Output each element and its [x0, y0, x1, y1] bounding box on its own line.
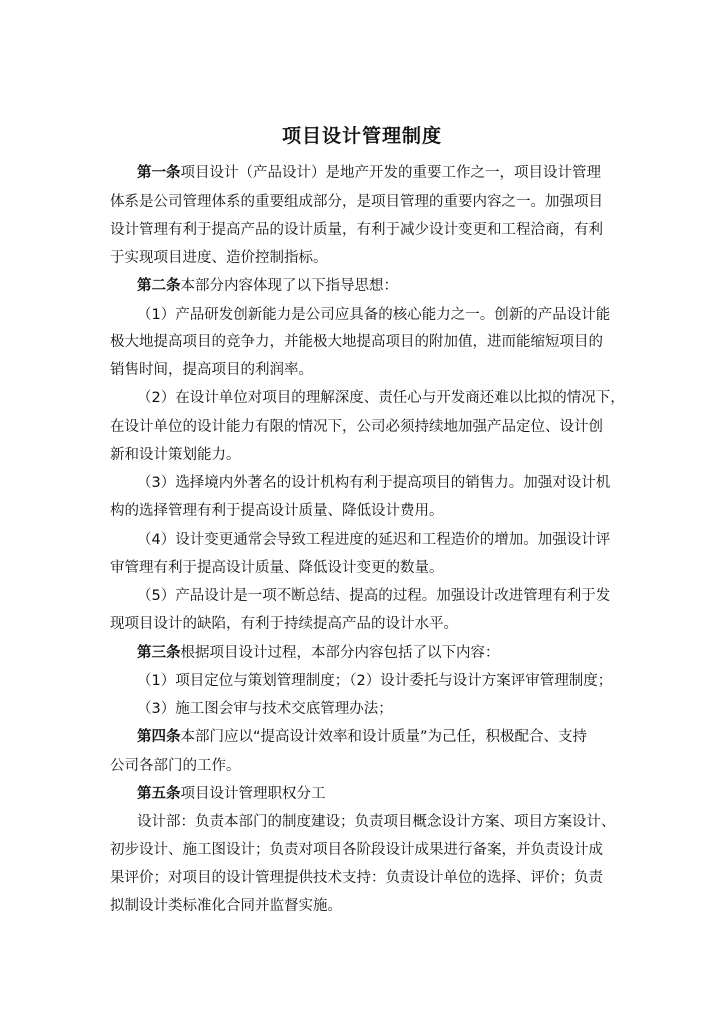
article-3-line-3: （3）施工图会审与技术交底管理办法；	[137, 701, 393, 717]
article-1-line-4: 于实现项目进度、造价控制指标。	[110, 250, 328, 266]
article-5-line-4: 果评价；对项目的设计管理提供技术支持：负责设计单位的选择、评价；负责	[110, 870, 603, 886]
article-4-line-2: 公司各部门的工作。	[110, 758, 241, 774]
point-4-line-1: （4）设计变更通常会导致工程进度的延迟和工程造价的增加。加强设计评	[137, 532, 611, 548]
article-5-line-2: 设计部：负责本部门的制度建设；负责项目概念设计方案、项目方案设计、	[137, 814, 616, 830]
article-2-line-1	[137, 276, 398, 296]
point-1-line-2: 极大地提高项目的竞争力，并能极大地提高项目的附加值，进而能缩短项目的	[110, 334, 603, 350]
article-1-line-2: 体系是公司管理体系的重要组成部分，是项目管理的重要内容之一。加强项目	[110, 194, 603, 210]
point-2-line-3: 新和设计策划能力。	[110, 447, 241, 463]
point-1-line-3: 销售时间，提高项目的利润率。	[110, 362, 313, 378]
article-3-line-1	[137, 643, 500, 663]
article-5-text: 项目设计管理职权分工	[180, 786, 326, 802]
article-5-line-3: 初步设计、施工图设计；负责对项目各阶段设计成果进行备案，并负责设计成	[110, 842, 603, 858]
point-5-line-2: 现项目设计的缺陷，有利于持续提高产品的设计水平。	[110, 616, 458, 632]
article-4-text: 本部门应以“提高设计效率和设计质量”为己任，积极配合、支持	[180, 729, 588, 745]
article-3-line-2: （1）项目定位与策划管理制度；（2）设计委托与设计方案评审管理制度；	[137, 673, 613, 689]
document-title: 项目设计管理制度	[281, 125, 442, 147]
point-2-line-1: （2）在设计单位对项目的理解深度、责任心与开发商还难以比拟的情况下，	[137, 390, 625, 406]
article-2-label: 第二条	[137, 278, 181, 294]
article-1-label: 第一条	[137, 165, 181, 181]
point-5-line-1: （5）产品设计是一项不断总结、提高的过程。加强设计改进管理有利于发	[137, 588, 611, 604]
point-1-line-1: （1）产品研发创新能力是公司应具备的核心能力之一。创新的产品设计能	[137, 307, 611, 323]
article-2-text: 本部分内容体现了以下指导思想：	[180, 278, 398, 294]
article-3-label: 第三条	[137, 645, 181, 661]
point-3-line-1: （3）选择境内外著名的设计机构有利于提高项目的销售力。加强对设计机	[137, 475, 611, 491]
article-4-label: 第四条	[137, 729, 181, 745]
article-3-text: 根据项目设计过程，本部分内容包括了以下内容：	[180, 645, 500, 661]
point-4-line-2: 审管理有利于提高设计质量、降低设计变更的数量。	[110, 560, 444, 576]
article-1-line-3: 设计管理有利于提高产品的设计质量，有利于减少设计变更和工程洽商，有利	[110, 222, 603, 238]
article-5-line-1	[137, 784, 326, 804]
point-2-line-2: 在设计单位的设计能力有限的情况下，公司必须持续地加强产品定位、设计创	[110, 419, 603, 435]
article-5-line-5: 拟制设计类标准化合同并监督实施。	[110, 898, 342, 914]
article-1-text: 项目设计（产品设计）是地产开发的重要工作之一，项目设计管理	[180, 165, 601, 181]
article-5-label: 第五条	[137, 786, 181, 802]
point-3-line-2: 构的选择管理有利于提高设计质量、降低设计费用。	[110, 503, 444, 519]
article-4-line-1	[137, 727, 587, 747]
article-1-line-1	[137, 163, 601, 183]
